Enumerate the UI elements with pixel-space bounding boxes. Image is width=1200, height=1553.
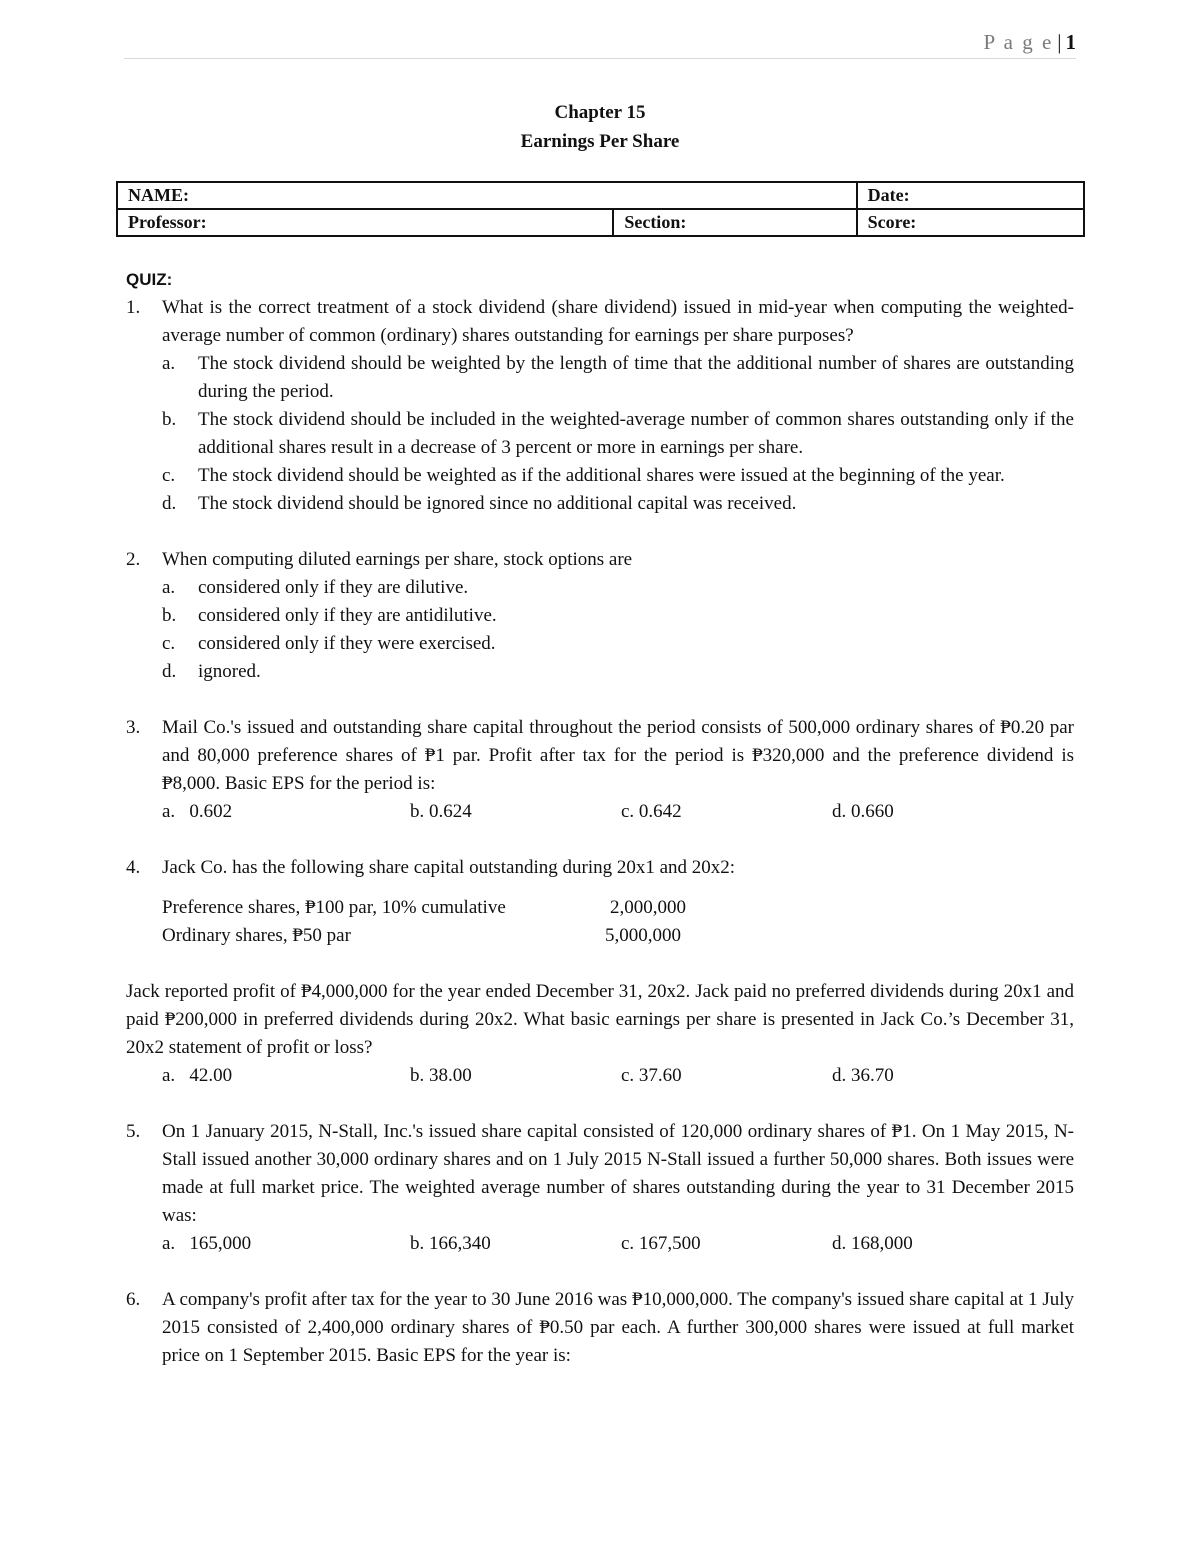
question-text: When computing diluted earnings per share, stock options are [162,549,633,570]
option-c[interactable]: c. 37.60 [621,1065,682,1086]
option-letter: b. [162,409,177,430]
option-text: The stock dividend should be included in the weighted-average number of common shares outstanding only if the additional shares result in a decrease of 3 percent or more in earnings per share. [198,409,1074,458]
question-number: 6. [126,1289,141,1310]
question-text: On 1 January 2015, N-Stall, Inc.'s issued share capital consisted of 120,000 ordinary shares of ₱1. On 1 May 2015, N-Stall issued another 30,000 ordinary shares and on 1 July 2015 N-Stall issued a further 50,000 shares. Both issues were made at full market price. The weighted average number of shares outstanding during the year to 31 December 2015 was: [162,1121,1074,1226]
option-text: The stock dividend should be weighted by the length of time that the additional number of shares are outstanding during the period. [198,353,1074,402]
option-b[interactable]: b. 0.624 [410,801,472,822]
option-b[interactable] [162,406,1074,462]
question-number: 4. [126,857,141,878]
quiz-section [126,266,1074,1370]
question-2 [126,546,1074,686]
question-6 [126,1286,1074,1370]
question-text: A company's profit after tax for the year to 30 June 2016 was ₱10,000,000. The company's issued share capital at 1 July 2015 consisted of 2,400,000 ordinary shares of ₱0.50 par each. A further 300,000 shares were issued at full market price on 1 September 2015. Basic EPS for the year is: [162,1289,1074,1366]
option-a[interactable] [162,350,1074,406]
question-number: 3. [126,717,141,738]
share-row-ordinary [162,922,1074,950]
option-text: The stock dividend should be ignored since no additional capital was received. [198,493,797,514]
option-b[interactable]: b. 166,340 [410,1233,491,1254]
option-text: considered only if they were exercised. [198,633,496,654]
option-letter: c. [162,465,176,486]
option-text: considered only if they are dilutive. [198,577,469,598]
student-info-table [116,181,1085,237]
score-field[interactable]: Score: [857,209,1084,236]
question-number: 2. [126,549,141,570]
question-number: 5. [126,1121,141,1142]
date-field[interactable]: Date: [857,182,1084,209]
question-text: Mail Co.'s issued and outstanding share capital throughout the period consists of 500,000 ordinary shares of ₱0.20 par and 80,000 preference shares of ₱1 par. Profit after tax for the period is ₱320,000 and the preference dividend is ₱8,000. Basic EPS for the period is: [162,717,1074,794]
option-letter: a. [162,353,176,374]
question-text: Jack Co. has the following share capital outstanding during 20x1 and 20x2: [162,857,736,878]
share-value: 5,000,000 [605,925,681,946]
page-divider: | [1057,30,1062,54]
option-a[interactable]: a. 42.00 [162,1065,233,1086]
page-number: 1 [1065,30,1076,54]
question-1 [126,294,1074,518]
name-field[interactable]: NAME: [117,182,857,209]
option-d[interactable]: d. 168,000 [832,1233,913,1254]
option-letter: a. [162,577,176,598]
option-letter: d. [162,493,177,514]
option-text: The stock dividend should be weighted as if the additional shares were issued at the beginning of the year. [198,465,1005,486]
option-d[interactable] [162,658,1074,686]
option-b[interactable] [162,602,1074,630]
share-label: Ordinary shares, ₱50 par [162,925,351,946]
page-word: P a g e [983,30,1054,54]
chapter-title: Chapter 15 [554,102,646,123]
inline-options [162,1230,1074,1258]
question-text: What is the correct treatment of a stock dividend (share dividend) issued in mid-year when computing the weighted-average number of common (ordinary) shares outstanding for earnings per share purposes? [162,297,1074,346]
chapter-subject: Earnings Per Share [520,131,680,152]
share-label: Preference shares, ₱100 par, 10% cumulative [162,897,506,918]
option-text: considered only if they are antidilutive. [198,605,497,626]
inline-options [162,798,1074,826]
option-b[interactable]: b. 38.00 [410,1065,472,1086]
option-c[interactable] [162,462,1074,490]
professor-field[interactable]: Professor: [117,209,613,236]
option-d[interactable]: d. 0.660 [832,801,894,822]
quiz-label: QUIZ: [126,270,173,289]
option-c[interactable] [162,630,1074,658]
option-c[interactable]: c. 0.642 [621,801,682,822]
option-a[interactable]: a. 165,000 [162,1233,252,1254]
share-value: 2,000,000 [610,897,686,918]
option-letter: c. [162,633,176,654]
question-5 [126,1118,1074,1258]
share-row-preference [162,894,1074,922]
question-4-paragraph: Jack reported profit of ₱4,000,000 for the year ended December 31, 20x2. Jack paid no preferred dividends during 20x1 and paid ₱200,000 in preferred dividends during 20x2. What basic earnings per share is presented in Jack Co.’s December 31, 20x2 statement of profit or loss? [126,981,1074,1058]
section-field[interactable]: Section: [613,209,856,236]
option-a[interactable] [162,574,1074,602]
inline-options [126,1062,1074,1090]
option-letter: b. [162,605,177,626]
option-d[interactable]: d. 36.70 [832,1065,894,1086]
question-4 [126,854,1074,950]
option-a[interactable]: a. 0.602 [162,801,233,822]
option-d[interactable] [162,490,1074,518]
option-letter: d. [162,661,177,682]
share-capital-list [162,894,1074,950]
question-3 [126,714,1074,826]
question-number: 1. [126,297,141,318]
option-c[interactable]: c. 167,500 [621,1233,701,1254]
option-text: ignored. [198,661,261,682]
page-header [124,30,1076,59]
